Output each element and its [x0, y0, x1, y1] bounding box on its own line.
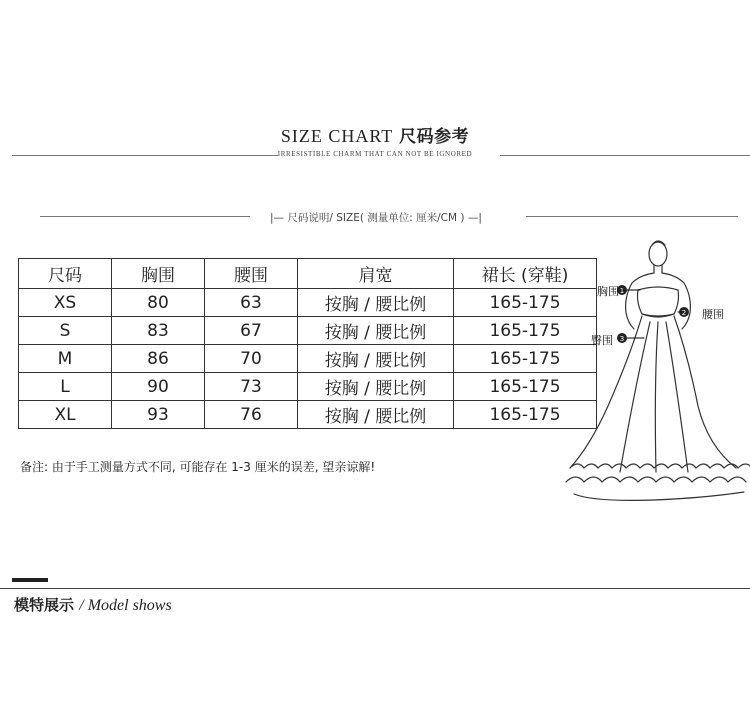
section-accent-bar — [12, 578, 48, 582]
length-cell: 165-175 — [454, 289, 597, 317]
bust-cell: 80 — [112, 289, 205, 317]
table-row — [19, 345, 597, 373]
model-section-heading — [14, 594, 172, 615]
size-cell: M — [19, 345, 112, 373]
measurement-description: |— 尺码说明/ SIZE( 测量单位: 厘米/CM ) —| — [270, 212, 482, 224]
shoulder-cell: 按胸 / 腰比例 — [298, 373, 454, 401]
size-cell: S — [19, 317, 112, 345]
label-waist: 腰围 — [702, 308, 724, 321]
desc-rule-right — [526, 216, 738, 217]
title-english: SIZE CHART — [280, 126, 394, 146]
table-row — [19, 289, 597, 317]
table-header-row — [19, 259, 597, 289]
waist-cell: 76 — [205, 401, 298, 429]
waist-cell: 70 — [205, 345, 298, 373]
size-cell: XS — [19, 289, 112, 317]
header-size: 尺码 — [19, 259, 112, 289]
table-row — [19, 317, 597, 345]
table-row — [19, 401, 597, 429]
length-cell: 165-175 — [454, 373, 597, 401]
tagline: IRRESISTIBLE CHARM THAT CAN NOT BE IGNORED — [277, 150, 473, 158]
desc-rule-left — [40, 216, 250, 217]
bust-cell: 90 — [112, 373, 205, 401]
tolerance-note: 备注: 由于手工测量方式不同, 可能存在 1-3 厘米的误差, 望亲谅解! — [20, 460, 376, 474]
shoulder-cell: 按胸 / 腰比例 — [298, 345, 454, 373]
title-chinese: 尺码参考 — [399, 127, 470, 147]
label-bust: 胸围 — [597, 285, 619, 298]
dress-sketch-icon — [560, 232, 750, 502]
shoulder-cell: 按胸 / 腰比例 — [298, 401, 454, 429]
bust-cell: 83 — [112, 317, 205, 345]
marker-3-number: 3 — [619, 335, 625, 343]
marker-1-number: 1 — [619, 287, 625, 295]
size-table — [18, 258, 597, 429]
header-shoulder: 肩宽 — [298, 259, 454, 289]
size-cell: L — [19, 373, 112, 401]
shoulder-cell: 按胸 / 腰比例 — [298, 317, 454, 345]
header-bust: 胸围 — [112, 259, 205, 289]
length-cell: 165-175 — [454, 345, 597, 373]
waist-cell: 73 — [205, 373, 298, 401]
shoulder-cell: 按胸 / 腰比例 — [298, 289, 454, 317]
bust-cell: 93 — [112, 401, 205, 429]
size-cell: XL — [19, 401, 112, 429]
dress-illustration — [560, 232, 750, 506]
model-heading-en: / Model shows — [79, 597, 172, 614]
size-chart-title — [0, 122, 750, 147]
table-row — [19, 373, 597, 401]
header-waist: 腰围 — [205, 259, 298, 289]
length-cell: 165-175 — [454, 401, 597, 429]
bust-cell: 86 — [112, 345, 205, 373]
label-hip: 臀围 — [591, 334, 613, 347]
section-divider — [0, 588, 750, 589]
marker-2-number: 2 — [681, 309, 687, 317]
waist-cell: 67 — [205, 317, 298, 345]
length-cell: 165-175 — [454, 317, 597, 345]
model-heading-cn: 模特展示 — [14, 596, 75, 614]
header-length: 裙长 (穿鞋) — [454, 259, 597, 289]
waist-cell: 63 — [205, 289, 298, 317]
